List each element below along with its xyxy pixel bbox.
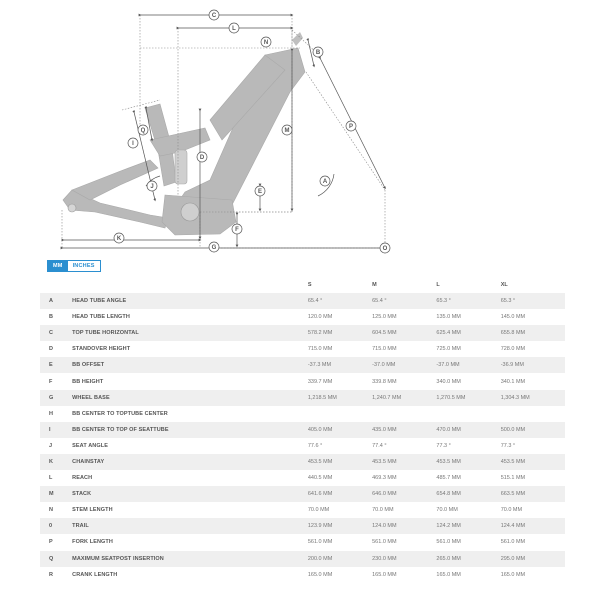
row-name: HEAD TUBE LENGTH [72,309,308,325]
row-letter: G [40,390,72,406]
row-value: 77.6 ° [308,438,372,454]
row-value: -37.0 MM [436,357,500,373]
row-value: 641.6 MM [308,486,372,502]
row-letter: F [40,373,72,389]
row-value: 265.0 MM [436,551,500,567]
row-value: 1,304.3 MM [501,390,565,406]
row-name: TOP TUBE HORIZONTAL [72,325,308,341]
table-row [40,567,565,583]
label-f: F [235,227,239,233]
row-value: 578.2 MM [308,325,372,341]
label-l: L [232,26,236,32]
geometry-table [40,277,565,583]
table-row [40,534,565,550]
row-letter: R [40,567,72,583]
row-value: 715.0 MM [372,341,436,357]
row-value: 340.0 MM [436,373,500,389]
row-value: -37.3 MM [308,357,372,373]
label-n: N [263,40,269,46]
label-m: M [284,128,290,134]
row-value: 1,270.5 MM [436,390,500,406]
row-name: BB CENTER TO TOP OF SEATTUBE [72,422,308,438]
row-value: 339.7 MM [308,373,372,389]
row-value: 123.9 MM [308,518,372,534]
label-j: J [150,184,154,190]
label-a: A [322,179,328,185]
row-value: 561.0 MM [436,534,500,550]
row-value: 655.8 MM [501,325,565,341]
row-letter: P [40,534,72,550]
table-row [40,438,565,454]
row-value: 77.4 ° [372,438,436,454]
row-value: 70.0 MM [436,502,500,518]
row-value: 561.0 MM [501,534,565,550]
table-row [40,309,565,325]
row-value: 646.0 MM [372,486,436,502]
table-row [40,470,565,486]
row-value: 65.4 ° [372,293,436,309]
row-value: 125.0 MM [372,309,436,325]
row-value: 120.0 MM [308,309,372,325]
row-value: 453.5 MM [372,454,436,470]
table-row [40,390,565,406]
row-name: CRANK LENGTH [72,567,308,583]
label-g: G [211,245,217,251]
row-value: 715.0 MM [308,341,372,357]
row-name: SEAT ANGLE [72,438,308,454]
row-value: 65.4 ° [308,293,372,309]
row-letter: N [40,502,72,518]
row-letter: B [40,309,72,325]
row-value: 77.3 ° [501,438,565,454]
table-row [40,293,565,309]
label-q: Q [140,128,146,134]
label-p: P [348,124,354,130]
table-row [40,373,565,389]
row-name: STACK [72,486,308,502]
table-row [40,551,565,567]
row-value: 604.5 MM [372,325,436,341]
row-value: 124.4 MM [501,518,565,534]
table-row [40,406,565,422]
row-letter: C [40,325,72,341]
row-letter: I [40,422,72,438]
unit-mm-button[interactable]: MM [48,261,68,271]
label-b: B [315,50,321,56]
row-name: TRAIL [72,518,308,534]
row-name: STANDOVER HEIGHT [72,341,308,357]
row-value: 435.0 MM [372,422,436,438]
label-d: D [199,155,205,161]
label-e: E [257,189,263,195]
row-value [372,406,436,422]
table-row [40,325,565,341]
row-name: MAXIMUM SEATPOST INSERTION [72,551,308,567]
row-letter: A [40,293,72,309]
table-row [40,422,565,438]
row-name: FORK LENGTH [72,534,308,550]
row-value: 405.0 MM [308,422,372,438]
table-row [40,357,565,373]
row-value: 70.0 MM [372,502,436,518]
row-name: CHAINSTAY [72,454,308,470]
row-value: 65.3 ° [436,293,500,309]
row-letter: K [40,454,72,470]
row-value: -36.9 MM [501,357,565,373]
geometry-diagram [0,0,600,258]
row-value: 485.7 MM [436,470,500,486]
row-value: 470.0 MM [436,422,500,438]
row-value: 165.0 MM [372,567,436,583]
row-value: 339.8 MM [372,373,436,389]
row-letter: Q [40,551,72,567]
row-value: 230.0 MM [372,551,436,567]
table-row [40,518,565,534]
row-value: 165.0 MM [308,567,372,583]
row-letter: M [40,486,72,502]
row-value: 124.2 MM [436,518,500,534]
row-letter: E [40,357,72,373]
row-value: 440.5 MM [308,470,372,486]
row-value: 200.0 MM [308,551,372,567]
unit-inches-button[interactable]: INCHES [68,261,100,271]
size-header-l: L [436,282,440,288]
row-name: BB HEIGHT [72,373,308,389]
row-value: 561.0 MM [308,534,372,550]
size-header-xl: XL [500,282,508,288]
row-value: 1,240.7 MM [372,390,436,406]
label-c: C [211,13,217,19]
row-value: 124.0 MM [372,518,436,534]
row-value: 65.3 ° [501,293,565,309]
row-value: 725.0 MM [436,341,500,357]
row-value: 453.5 MM [308,454,372,470]
row-value: 561.0 MM [372,534,436,550]
table-row [40,341,565,357]
row-value: 145.0 MM [501,309,565,325]
row-value [308,406,372,422]
row-value: 165.0 MM [501,567,565,583]
row-value [436,406,500,422]
row-value: 625.4 MM [436,325,500,341]
label-o: O [382,246,388,252]
row-letter: J [40,438,72,454]
row-value: 453.5 MM [436,454,500,470]
table-row [40,502,565,518]
row-value [501,406,565,422]
rear-axle-icon [68,204,76,212]
row-value: 70.0 MM [501,502,565,518]
row-letter: D [40,341,72,357]
row-letter: H [40,406,72,422]
size-header-m: M [372,282,377,288]
bottom-bracket-icon [181,203,199,221]
row-value: 654.8 MM [436,486,500,502]
row-value: 340.1 MM [501,373,565,389]
row-name: WHEEL BASE [72,390,308,406]
row-letter: L [40,470,72,486]
label-k: K [116,236,122,242]
label-i: I [132,141,134,147]
unit-toggle [47,260,101,272]
frame-geometry-svg [0,0,600,258]
row-value: 165.0 MM [436,567,500,583]
row-value: -37.0 MM [372,357,436,373]
row-value: 135.0 MM [436,309,500,325]
row-value: 453.5 MM [501,454,565,470]
row-value: 77.3 ° [436,438,500,454]
row-name: HEAD TUBE ANGLE [72,293,308,309]
table-row [40,486,565,502]
row-name: BB CENTER TO TOPTUBE CENTER [72,406,308,422]
row-name: BB OFFSET [72,357,308,373]
row-value: 295.0 MM [501,551,565,567]
table-row [40,454,565,470]
table-header-row [40,277,565,293]
row-value: 70.0 MM [308,502,372,518]
size-header-s: S [307,282,312,288]
row-value: 728.0 MM [501,341,565,357]
row-value: 663.5 MM [501,486,565,502]
row-name: REACH [72,470,308,486]
row-letter: 0 [40,518,72,534]
row-value: 469.3 MM [372,470,436,486]
row-name: STEM LENGTH [72,502,308,518]
row-value: 500.0 MM [501,422,565,438]
row-value: 515.1 MM [501,470,565,486]
row-value: 1,218.5 MM [308,390,372,406]
